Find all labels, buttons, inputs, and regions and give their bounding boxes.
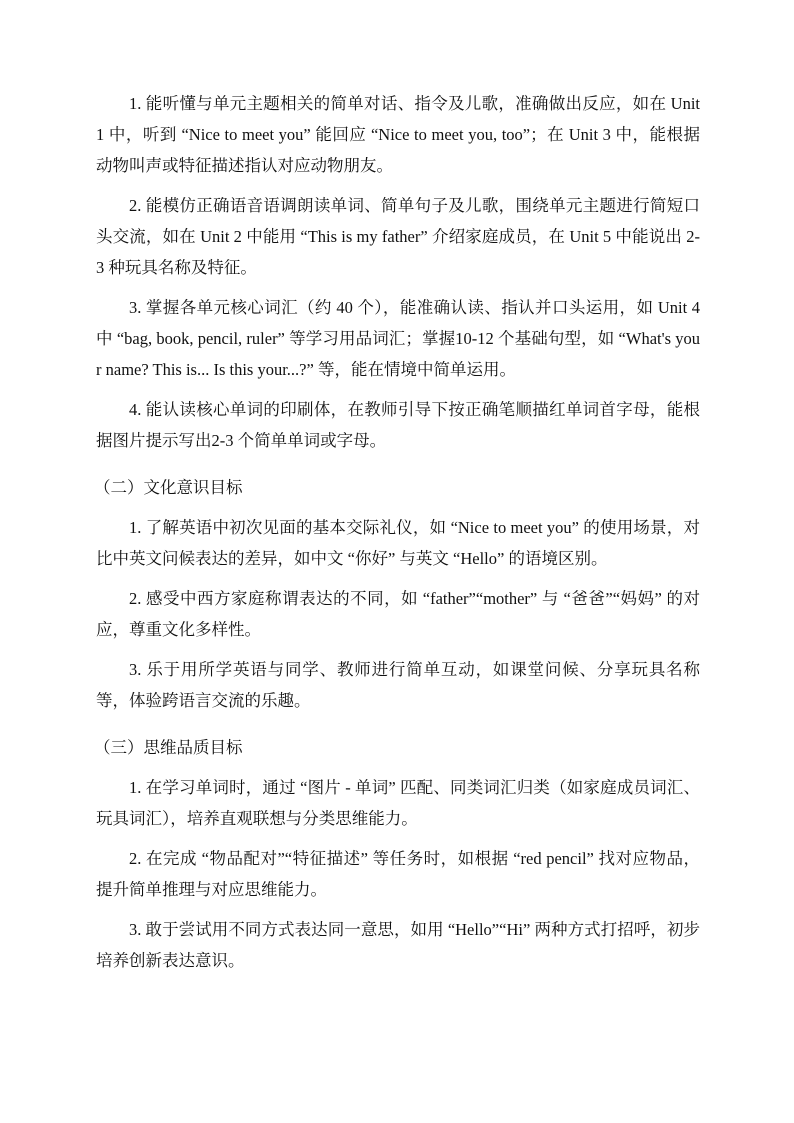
language-goal-3: 3. 掌握各单元核心词汇（约 40 个），能准确认读、指认并口头运用，如 Unit 4 中 “bag, book, pencil, ruler” 等学习用品词汇；掌握10-12 个基础句型，如 “What's your name? This is... Is this your...?” 等，能在情境中简单运用。: [96, 298, 700, 379]
culture-goal-3: 3. 乐于用所学英语与同学、教师进行简单互动，如课堂问候、分享玩具名称等，体验跨语言交流的乐趣。: [96, 660, 700, 710]
culture-goal-1: 1. 了解英语中初次见面的基本交际礼仪，如 “Nice to meet you” 的使用场景，对比中英文问候表达的差异，如中文 “你好” 与英文 “Hello” 的语境区别。: [96, 518, 700, 568]
section-heading-culture: （二）文化意识目标: [94, 478, 243, 497]
thinking-goal-3: 3. 敢于尝试用不同方式表达同一意思，如用 “Hello”“Hi” 两种方式打招呼，初步培养创新表达意识。: [96, 920, 700, 970]
thinking-goal-2: 2. 在完成 “物品配对”“特征描述” 等任务时，如根据 “red pencil” 找对应物品，提升简单推理与对应思维能力。: [96, 849, 700, 899]
thinking-goal-1: 1. 在学习单词时，通过 “图片 - 单词” 匹配、同类词汇归类（如家庭成员词汇、玩具词汇），培养直观联想与分类思维能力。: [96, 778, 700, 828]
language-goal-4: 4. 能认读核心单词的印刷体，在教师引导下按正确笔顺描红单词首字母，能根据图片提示写出2-3 个简单单词或字母。: [96, 400, 700, 450]
document-page: [96, 88, 700, 976]
language-goal-1: 1. 能听懂与单元主题相关的简单对话、指令及儿歌，准确做出反应，如在 Unit 1 中，听到 “Nice to meet you” 能回应 “Nice to meet you, too”；在 Unit 3 中，能根据动物叫声或特征描述指认对应动物朋友。: [96, 94, 700, 175]
language-goal-2: 2. 能模仿正确语音语调朗读单词、简单句子及儿歌，围绕单元主题进行简短口头交流，如在 Unit 2 中能用 “This is my father” 介绍家庭成员，在 Unit 5 中能说出 2-3 种玩具名称及特征。: [96, 196, 700, 277]
culture-goal-2: 2. 感受中西方家庭称谓表达的不同，如 “father”“mother” 与 “爸爸”“妈妈” 的对应，尊重文化多样性。: [96, 589, 700, 639]
section-heading-thinking: （三）思维品质目标: [94, 738, 243, 757]
